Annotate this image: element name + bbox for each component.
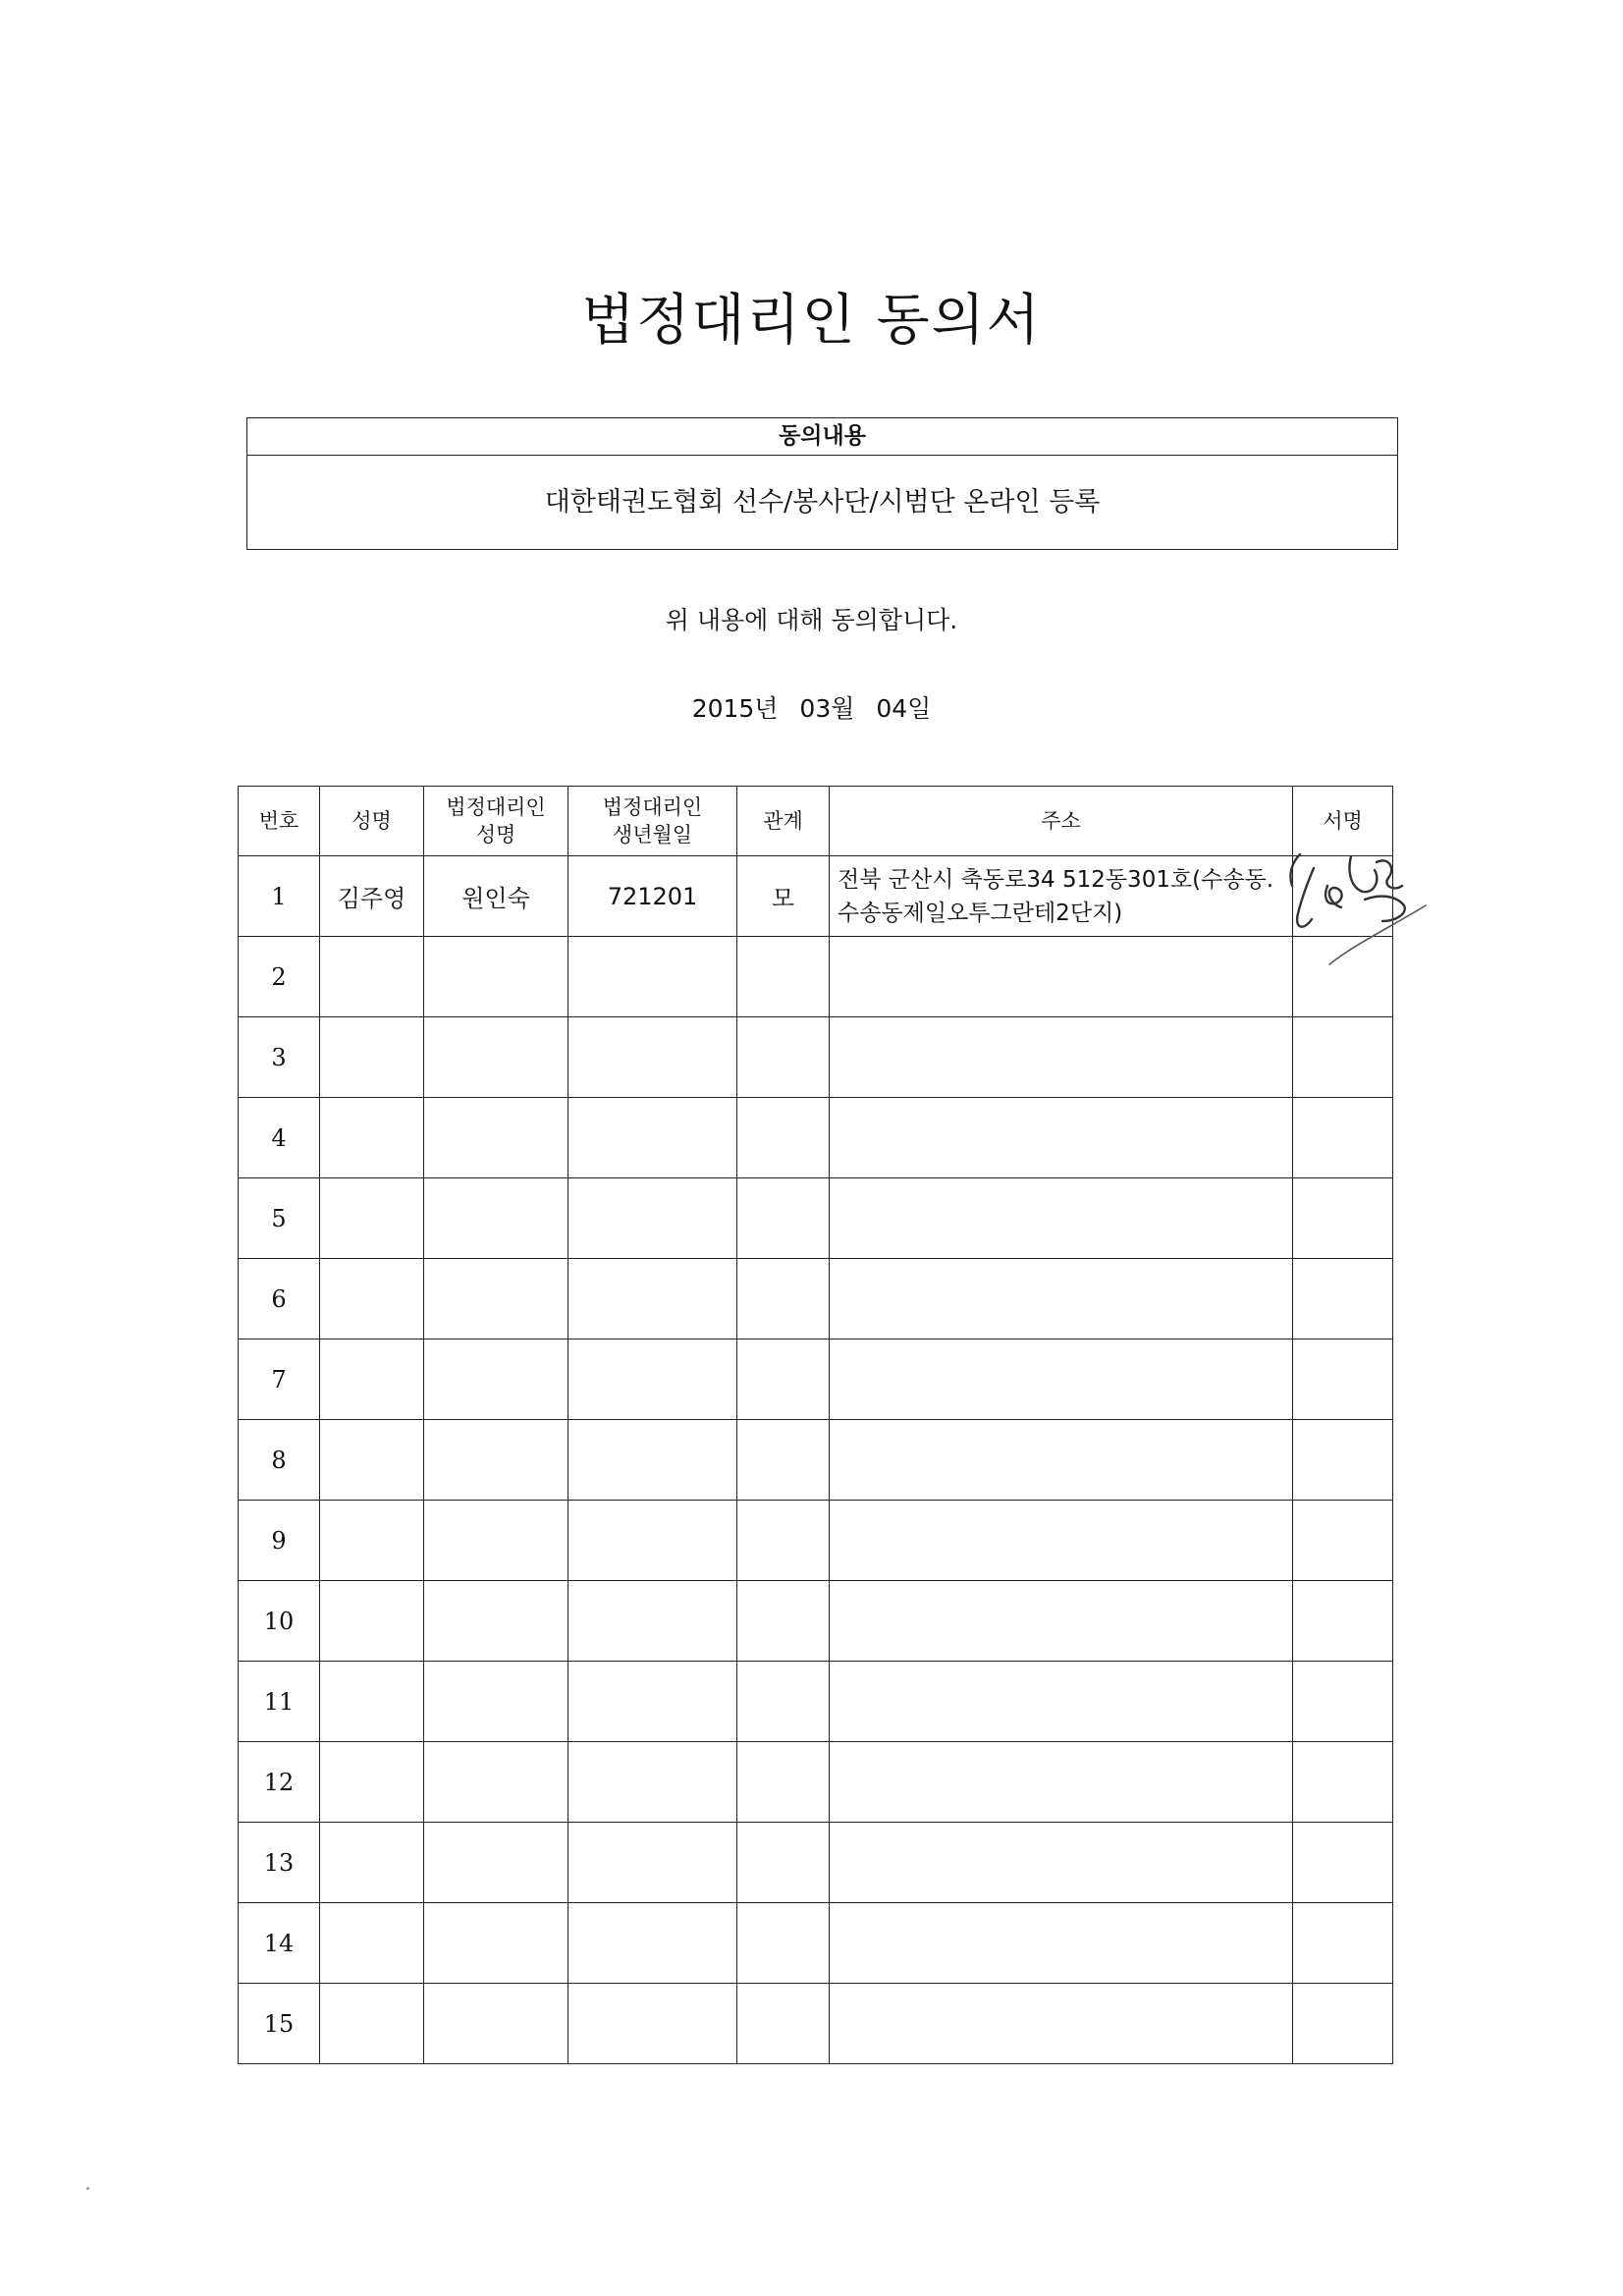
row-number: 14 [239,1903,320,1984]
row-guardian-birth [568,1501,737,1581]
row-address [830,937,1293,1017]
row-relation [737,1420,830,1501]
row-relation [737,1581,830,1662]
table-row [239,1501,1393,1581]
row-address [830,1662,1293,1742]
row-name [320,1420,424,1501]
row-number: 4 [239,1098,320,1178]
row-guardian-name [424,1017,568,1098]
row-guardian-name [424,1501,568,1581]
table-row [239,1581,1393,1662]
row-relation [737,1098,830,1178]
date-day: 04일 [876,694,932,723]
row-number: 12 [239,1742,320,1823]
table-row [239,1259,1393,1339]
row-address [830,1823,1293,1903]
row-name [320,1742,424,1823]
row-signature [1293,1984,1393,2064]
date-line [0,689,1623,725]
row-guardian-birth [568,1742,737,1823]
header-guardian-name [424,787,568,856]
row-guardian-name [424,1339,568,1420]
row-name [320,1501,424,1581]
row-address [830,1017,1293,1098]
header-guardian-birth-line1: 법정대리인 [602,795,703,819]
row-relation [737,1339,830,1420]
row-guardian-name [424,1984,568,2064]
row-address [830,1178,1293,1259]
row-number: 13 [239,1823,320,1903]
row-guardian-birth [568,1339,737,1420]
row-number: 10 [239,1581,320,1662]
row-address [830,1259,1293,1339]
row-guardian-name [424,1178,568,1259]
row-name [320,1823,424,1903]
row-number: 3 [239,1017,320,1098]
agree-statement: 위 내용에 대해 동의합니다. [665,606,958,634]
row-relation [737,1903,830,1984]
row-relation [737,1823,830,1903]
guardian-table [238,786,1393,2064]
row-name [320,1017,424,1098]
row-signature [1293,1178,1393,1259]
header-no: 번호 [239,787,320,856]
row-address: 전북 군산시 축동로34 512동301호(수송동.수송동제일오투그란테2단지) [830,856,1293,937]
row-address [830,1984,1293,2064]
row-signature [1293,1742,1393,1823]
row-number: 15 [239,1984,320,2064]
row-guardian-birth [568,1178,737,1259]
header-relation: 관계 [737,787,830,856]
header-guardian-name-line2: 성명 [475,823,516,847]
row-number: 6 [239,1259,320,1339]
row-guardian-birth [568,937,737,1017]
row-guardian-name [424,1662,568,1742]
row-relation [737,937,830,1017]
header-guardian-birth [568,787,737,856]
row-name [320,1903,424,1984]
row-number: 11 [239,1662,320,1742]
row-name [320,1259,424,1339]
row-guardian-birth [568,1098,737,1178]
row-guardian-birth [568,1903,737,1984]
row-address [830,1581,1293,1662]
table-header-row [239,787,1393,856]
header-signature: 서명 [1293,787,1393,856]
header-guardian-name-line1: 법정대리인 [446,795,546,819]
row-signature [1293,1903,1393,1984]
row-number: 2 [239,937,320,1017]
row-name [320,1984,424,2064]
row-guardian-birth [568,1420,737,1501]
row-guardian-name [424,937,568,1017]
table-row [239,1017,1393,1098]
table-row [239,937,1393,1017]
row-guardian-birth: 721201 [568,856,737,937]
row-guardian-name [424,1903,568,1984]
date-year: 2015년 [691,694,779,723]
table-row [239,1339,1393,1420]
row-name [320,1581,424,1662]
header-guardian-birth-line2: 생년월일 [612,823,693,847]
date-month: 03월 [799,694,855,723]
row-guardian-name [424,1259,568,1339]
row-guardian-name [424,1742,568,1823]
table-row [239,1823,1393,1903]
row-guardian-name [424,1098,568,1178]
row-number: 7 [239,1339,320,1420]
row-signature [1293,1823,1393,1903]
row-name [320,937,424,1017]
table-row [239,1984,1393,2064]
row-guardian-birth [568,1259,737,1339]
row-relation [737,1178,830,1259]
table-row [239,1903,1393,1984]
row-address [830,1501,1293,1581]
row-name [320,1098,424,1178]
table-row [239,1420,1393,1501]
row-relation [737,1984,830,2064]
row-signature [1293,1339,1393,1420]
row-number: 1 [239,856,320,937]
row-address [830,1903,1293,1984]
table-row [239,1178,1393,1259]
table-row [239,1098,1393,1178]
row-signature [1293,1259,1393,1339]
header-address: 주소 [830,787,1293,856]
row-relation [737,1017,830,1098]
row-guardian-birth [568,1581,737,1662]
row-guardian-name [424,1823,568,1903]
row-number: 5 [239,1178,320,1259]
table-row [239,1742,1393,1823]
row-relation [737,1742,830,1823]
row-address [830,1339,1293,1420]
row-guardian-birth [568,1984,737,2064]
row-relation [737,1259,830,1339]
scan-speck [86,2187,89,2190]
row-name [320,1339,424,1420]
row-signature [1293,1501,1393,1581]
consent-text: 대한태권도협회 선수/봉사단/시범단 온라인 등록 [544,487,1101,518]
row-address [830,1420,1293,1501]
document-title: 법정대리인 동의서 [581,289,1042,353]
row-guardian-name [424,1581,568,1662]
row-relation: 모 [737,856,830,937]
consent-header: 동의내용 [247,418,1397,456]
header-name: 성명 [320,787,424,856]
row-signature [1293,1420,1393,1501]
row-name [320,1662,424,1742]
row-number: 9 [239,1501,320,1581]
row-number: 8 [239,1420,320,1501]
row-guardian-birth [568,1823,737,1903]
row-signature [1293,1581,1393,1662]
row-address [830,1742,1293,1823]
row-address [830,1098,1293,1178]
row-name: 김주영 [320,856,424,937]
row-name [320,1178,424,1259]
row-signature [1293,1017,1393,1098]
table-row [239,856,1393,937]
row-guardian-name [424,1420,568,1501]
row-relation [737,1662,830,1742]
row-guardian-birth [568,1017,737,1098]
row-signature [1293,1662,1393,1742]
table-row [239,1662,1393,1742]
handwritten-signature-icon [1278,835,1445,967]
row-guardian-name: 원인숙 [424,856,568,937]
row-guardian-birth [568,1662,737,1742]
consent-box [246,417,1398,550]
row-signature [1293,1098,1393,1178]
row-relation [737,1501,830,1581]
